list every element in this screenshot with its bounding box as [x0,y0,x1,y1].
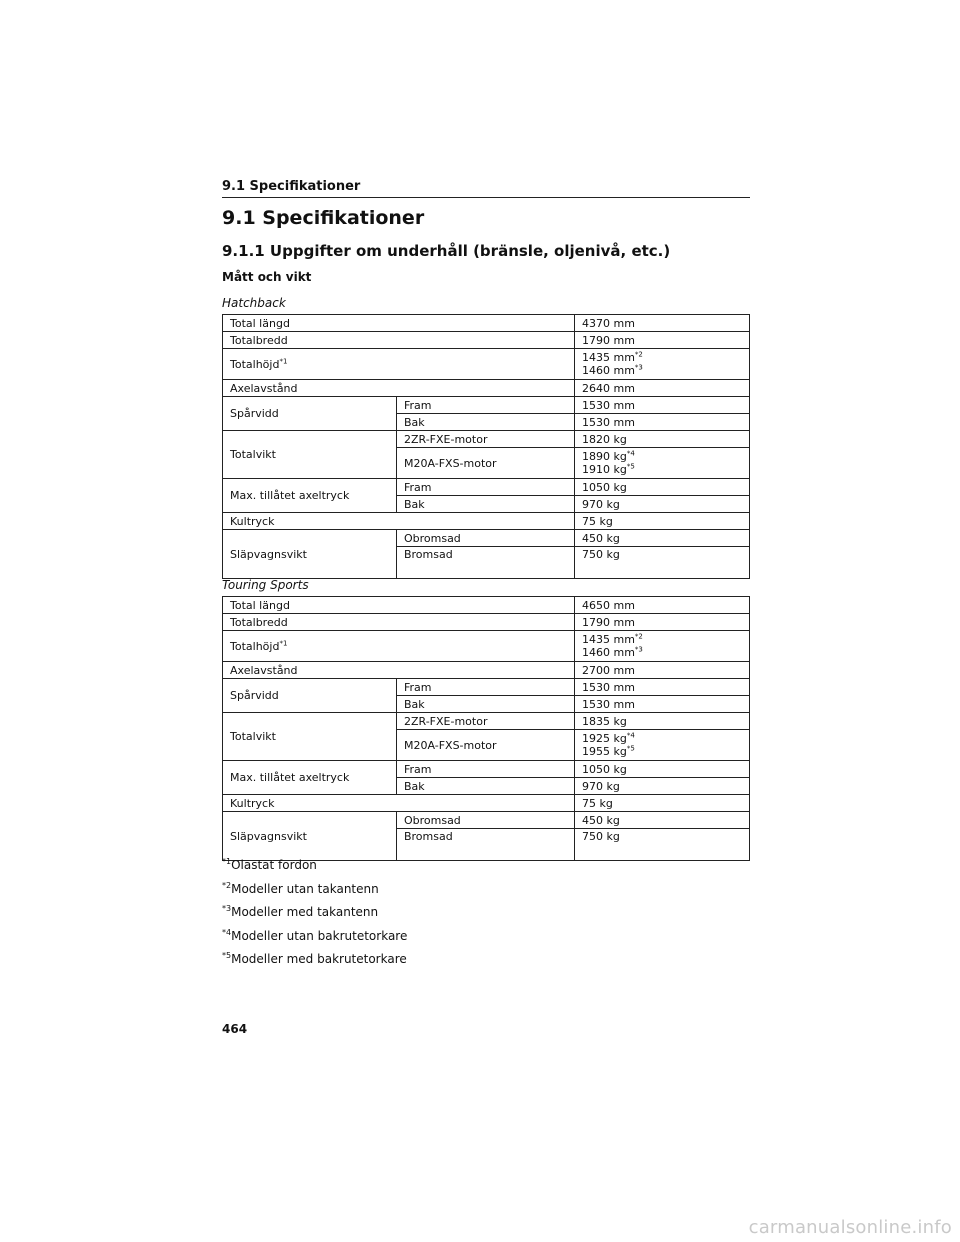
footnote-mark: *2 [222,880,232,890]
footnote-mark: *1 [222,857,232,866]
footnote [222,856,407,880]
label-cell: Spårvidd [223,397,397,431]
hatchback-caption: Hatchback [222,296,286,310]
label-cell: Total längd [223,315,575,332]
value-cell: 75 kg [574,795,749,812]
value-cell [574,349,749,380]
value-cell: 970 kg [574,496,749,513]
footnote-mark: *4 [222,927,232,937]
label-cell: Kultryck [223,795,575,812]
sublabel-cell: Bromsad [396,829,574,861]
footnote-mark: *3 [222,904,232,913]
value-cell [574,730,749,761]
label-cell: Kultryck [223,513,575,530]
footnote-mark: *5 [222,951,232,960]
table-row [223,397,750,414]
sublabel-cell: Bak [396,496,574,513]
value-cell: 450 kg [574,812,749,829]
label-cell: Total längd [223,597,575,614]
footnote-ref: *3 [634,645,643,654]
label-text: Totalhöjd [230,639,280,653]
table-row [223,479,750,496]
value-cell: 4650 mm [574,597,749,614]
value-text: 1890 kg [581,450,627,463]
label-cell: Totalvikt [223,431,397,479]
footnote-ref: *5 [626,744,635,753]
value-cell: 1790 mm [574,614,749,631]
value-cell: 4370 mm [574,315,749,332]
sublabel-cell: Fram [396,479,574,496]
value-text: 1435 mm [581,351,635,364]
value-cell: 1530 mm [574,397,749,414]
footnote-text: Modeller utan takantenn [231,881,379,896]
sublabel-cell: 2ZR-FXE-motor [396,713,574,730]
sublabel-cell: Fram [396,761,574,778]
sublabel-cell: M20A-FXS-motor [396,448,574,479]
value-cell: 750 kg [574,829,749,861]
footnote-text: Modeller med takantenn [231,905,379,919]
table-row [223,597,750,614]
label-cell: Axelavstånd [223,380,575,397]
footnote [222,927,407,951]
sublabel-cell: Obromsad [396,530,574,547]
value-cell: 1050 kg [574,479,749,496]
label-cell: Släpvagnsvikt [223,812,397,861]
table-row [223,315,750,332]
table-row [223,662,750,679]
value-cell: 1530 mm [574,679,749,696]
sublabel-cell: Bromsad [396,547,574,579]
value-cell: 1820 kg [574,431,749,448]
footnote [222,950,407,974]
value-cell [574,448,749,479]
footnote-ref: *4 [626,731,635,740]
value-cell: 1050 kg [574,761,749,778]
footnote-text: Olastat fordon [231,858,317,872]
sublabel-cell: Bak [396,696,574,713]
running-header: 9.1 Specifikationer [222,179,750,198]
footnote-ref: *3 [634,363,643,372]
footnote-ref: *1 [279,356,288,365]
footnote [222,880,407,904]
watermark: carmanualsonline.info [748,1217,952,1238]
value-text: 1925 kg [581,732,627,745]
table-row [223,332,750,349]
table-row [223,530,750,547]
value-text: 1460 mm [581,646,635,659]
footnote-ref: *2 [634,350,643,359]
label-cell: Max. tillåtet axeltryck [223,479,397,513]
table-row [223,631,750,662]
table-row [223,431,750,448]
table-row [223,795,750,812]
label-cell [223,349,575,380]
label-cell [223,631,575,662]
label-cell: Släpvagnsvikt [223,530,397,579]
value-cell: 970 kg [574,778,749,795]
sublabel-cell: Fram [396,397,574,414]
table-row [223,513,750,530]
value-cell: 1835 kg [574,713,749,730]
label-cell: Totalbredd [223,614,575,631]
value-cell: 750 kg [574,547,749,579]
value-cell: 75 kg [574,513,749,530]
sublabel-cell: M20A-FXS-motor [396,730,574,761]
value-cell: 1530 mm [574,414,749,431]
section-title: 9.1 Specifikationer [222,207,425,229]
footnote-ref: *1 [279,638,288,647]
value-text: 1435 mm [581,633,635,646]
label-cell: Totalvikt [223,713,397,761]
value-text: 1460 mm [581,364,635,377]
touring-caption: Touring Sports [222,578,309,592]
sublabel-cell: Obromsad [396,812,574,829]
label-cell: Axelavstånd [223,662,575,679]
sublabel-cell: Bak [396,414,574,431]
label-cell: Spårvidd [223,679,397,713]
table-row [223,349,750,380]
subsection-title: 9.1.1 Uppgifter om underhåll (bränsle, oljenivå, etc.) [222,242,671,260]
footnote-ref: *2 [634,632,643,641]
label-cell: Totalbredd [223,332,575,349]
sublabel-cell: 2ZR-FXE-motor [396,431,574,448]
touring-table [222,596,750,861]
table-row [223,380,750,397]
value-cell: 1530 mm [574,696,749,713]
dimensions-heading: Mått och vikt [222,270,312,284]
table-row [223,614,750,631]
page-number: 464 [222,1022,248,1036]
value-cell [574,631,749,662]
value-cell: 1790 mm [574,332,749,349]
footnote-ref: *5 [626,462,635,471]
label-text: Totalhöjd [230,357,280,371]
hatchback-table [222,314,750,579]
footnote-ref: *4 [626,449,635,458]
value-text: 1910 kg [581,463,627,476]
value-cell: 2700 mm [574,662,749,679]
footnote-text: Modeller utan bakrutetorkare [231,928,408,943]
value-text: 1955 kg [581,745,627,758]
footnotes [222,856,407,974]
table-row [223,679,750,696]
table-row [223,713,750,730]
sublabel-cell: Bak [396,778,574,795]
label-cell: Max. tillåtet axeltryck [223,761,397,795]
sublabel-cell: Fram [396,679,574,696]
footnote-text: Modeller med bakrutetorkare [231,952,407,966]
footnote [222,903,407,927]
value-cell: 450 kg [574,530,749,547]
table-row [223,761,750,778]
value-cell: 2640 mm [574,380,749,397]
table-row [223,812,750,829]
